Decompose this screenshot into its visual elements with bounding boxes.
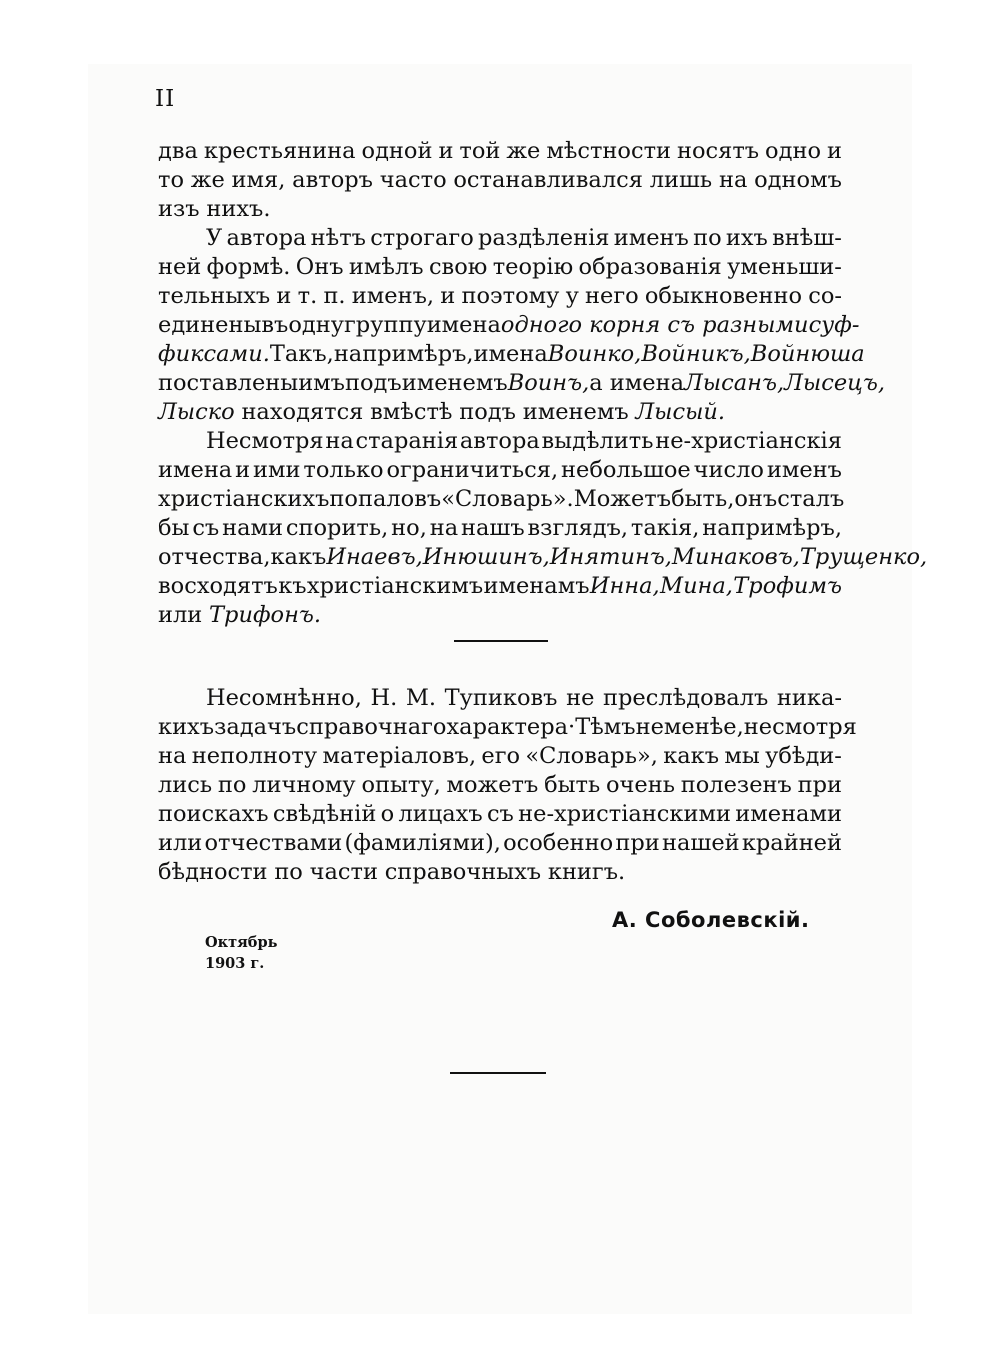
date-year: 1903 г. (205, 955, 265, 972)
text-line: восходятъ къ христіанскимъ именамъ Инна, Мина, Трофимъ (158, 573, 842, 599)
text-line: фиксами. Такъ, напримѣръ, имена Воинко, Войникъ, Войнюша (158, 341, 865, 367)
text-line: бы съ нами спорить, но, на нашъ взглядъ, такія, напримѣръ, (158, 515, 842, 541)
text-line: единены въ одну группу имена одного корня съ разными суф- (158, 312, 860, 338)
end-divider (450, 1072, 546, 1074)
text-line: Несомнѣнно, Н. М. Тупиковъ не преслѣдовалъ ника- (206, 685, 842, 711)
paragraph-4 (158, 684, 857, 887)
text-line: то же имя, авторъ часто останавливался лишь на одномъ (158, 167, 842, 193)
text-line: христіанскихъ попало въ «Словарь». Можетъ быть, онъ сталъ (158, 486, 845, 512)
text-line: имена и ими только ограничиться, небольшое число именъ (158, 457, 842, 483)
text-line: У автора нѣтъ строгаго раздѣленія именъ по ихъ внѣш- (206, 225, 842, 251)
text-line: поискахъ свѣдѣній о лицахъ съ не-христіанскими именами (158, 801, 842, 827)
text-line: поставлены имъ подъ именемъ Воинъ, а имена Лысанъ, Лысецъ, (158, 370, 885, 396)
text-line: ней формѣ. Онъ имѣлъ свою теорію образованія уменьши- (158, 254, 842, 280)
paragraph-3 (158, 427, 928, 630)
text-line: бѣдности по части справочныхъ книгъ. (158, 859, 626, 885)
text-line: лись по личному опыту, можетъ быть очень полезенъ при (158, 772, 842, 798)
text-line: или отчествами (фамиліями), особенно при нашей крайней (158, 830, 842, 856)
paragraph-1 (158, 137, 842, 224)
author-signature: А. Соболевскій. (612, 908, 810, 932)
page-number: II (155, 86, 176, 112)
paragraph-2 (158, 224, 885, 427)
text-line: Несмотря на старанія автора выдѣлить не-христіанскія (206, 428, 842, 454)
text-line: на неполноту матеріаловъ, его «Словарь», какъ мы убѣди- (158, 743, 842, 769)
text-line: кихъ задачъ справочнаго характера· Тѣмъ не менѣе, несмотря (158, 714, 857, 740)
text-line: отчества, какъ Инаевъ, Инюшинъ, Инятинъ, Минаковъ, Трущенко, (158, 544, 928, 570)
section-divider (454, 640, 548, 642)
text-line: Лыско находятся вмѣстѣ подъ именемъ Лысый. (158, 399, 726, 425)
text-line: два крестьянина одной и той же мѣстности носятъ одно и (158, 138, 842, 164)
text-line: или Трифонъ. (158, 602, 322, 628)
text-line: тельныхъ и т. п. именъ, и поэтому у него обыкновенно со- (158, 283, 842, 309)
date-month: Октябрь (205, 934, 278, 951)
text-line: изъ нихъ. (158, 196, 271, 222)
